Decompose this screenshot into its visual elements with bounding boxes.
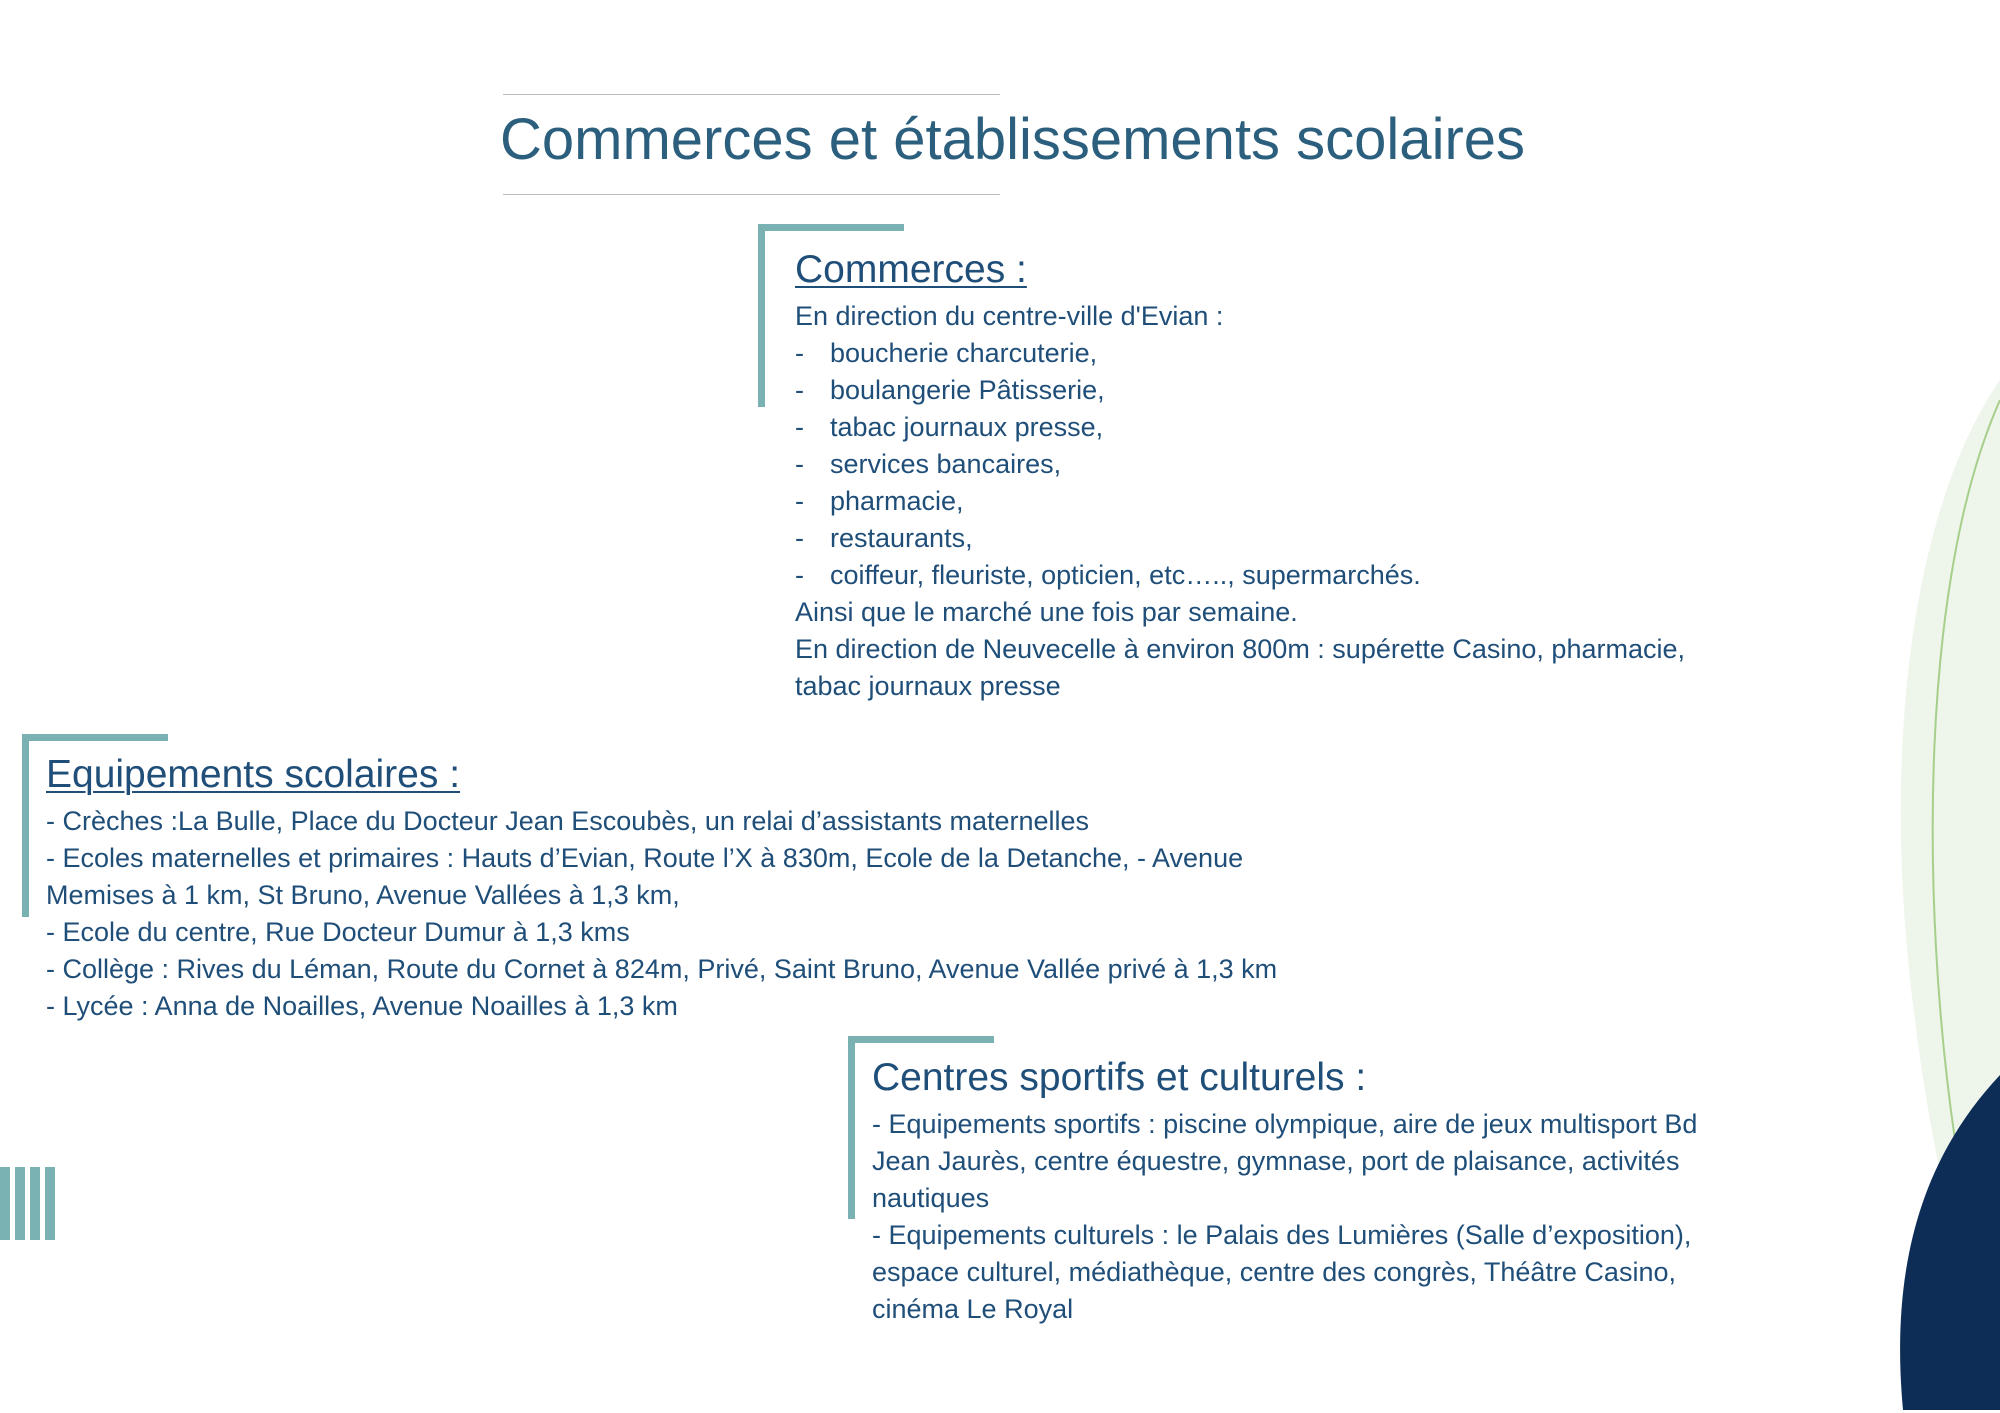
stripe-decoration [0, 1167, 60, 1240]
sportifs-bracket-side [848, 1036, 855, 1219]
commerces-bracket-side [758, 224, 765, 407]
scolaires-bracket-top [22, 734, 168, 741]
title-rule-top [503, 94, 1000, 95]
list-item: - services bancaires, [795, 449, 1062, 479]
stripe [30, 1167, 40, 1240]
stripe [15, 1167, 25, 1240]
scolaires-line: - Crèches :La Bulle, Place du Docteur Jean Escoubès, un relai d’assistants maternelles [46, 806, 1090, 836]
commerces-note: En direction de Neuvecelle à environ 800m : supérette Casino, pharmacie, [795, 634, 1685, 664]
scolaires-line: - Ecoles maternelles et primaires : Hauts d’Evian, Route l’X à 830m, Ecole de la Detanche, - Avenue [46, 843, 1244, 873]
scolaires-bracket-side [22, 734, 29, 917]
list-item: - boulangerie Pâtisserie, [795, 375, 1105, 405]
commerces-heading: Commerces : [795, 248, 1027, 291]
sportifs-line: nautiques [872, 1183, 990, 1213]
commerces-intro: En direction du centre-ville d'Evian : [795, 301, 1224, 331]
scolaires-line: - Lycée : Anna de Noailles, Avenue Noailles à 1,3 km [46, 991, 678, 1021]
stripe [45, 1167, 55, 1240]
sportifs-line: - Equipements culturels : le Palais des Lumières (Salle d’exposition), [872, 1220, 1692, 1250]
decorative-curves [1880, 380, 2000, 1413]
commerces-section [795, 245, 1685, 705]
commerces-note: tabac journaux presse [795, 671, 1061, 701]
commerces-bracket-top [758, 224, 904, 231]
sportifs-bracket-top [848, 1036, 994, 1043]
sportifs-line: - Equipements sportifs : piscine olympique, aire de jeux multisport Bd [872, 1109, 1698, 1139]
sportifs-section [872, 1053, 1697, 1328]
sportifs-heading: Centres sportifs et culturels : [872, 1056, 1367, 1099]
title-rule-bottom [503, 194, 1000, 195]
scolaires-section [46, 750, 1277, 1025]
sportifs-line: espace culturel, médiathèque, centre des congrès, Théâtre Casino, [872, 1257, 1676, 1287]
scolaires-line: - Ecole du centre, Rue Docteur Dumur à 1,3 kms [46, 917, 630, 947]
stripe [0, 1167, 10, 1240]
list-item: - pharmacie, [795, 486, 964, 516]
scolaires-line: Memises à 1 km, St Bruno, Avenue Vallées à 1,3 km, [46, 880, 680, 910]
list-item: - restaurants, [795, 523, 973, 553]
list-item: - coiffeur, fleuriste, opticien, etc….., supermarchés. [795, 560, 1421, 590]
sportifs-line: Jean Jaurès, centre équestre, gymnase, port de plaisance, activités [872, 1146, 1680, 1176]
scolaires-heading: Equipements scolaires : [46, 753, 461, 796]
page-title: Commerces et établissements scolaires [500, 107, 1526, 172]
scolaires-line: - Collège : Rives du Léman, Route du Cornet à 824m, Privé, Saint Bruno, Avenue Vallée privé à 1,3 km [46, 954, 1278, 984]
sportifs-line: cinéma Le Royal [872, 1294, 1074, 1324]
commerces-note: Ainsi que le marché une fois par semaine. [795, 597, 1298, 627]
list-item: - tabac journaux presse, [795, 412, 1104, 442]
list-item: - boucherie charcuterie, [795, 338, 1098, 368]
